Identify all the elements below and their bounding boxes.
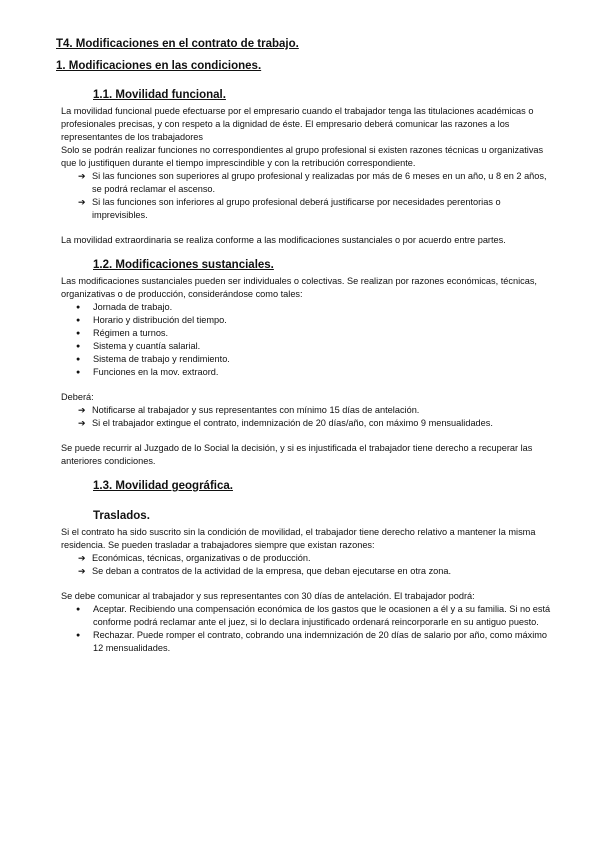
list-item: ➔ Económicas, técnicas, organizativas o de producción.	[78, 553, 311, 563]
arrow-icon: ➔	[78, 171, 86, 181]
arrow-list	[56, 170, 552, 222]
paragraph: Deberá:	[61, 392, 94, 402]
arrow-icon: ➔	[78, 418, 86, 428]
list-item: ● Sistema de trabajo y rendimiento.	[76, 354, 230, 364]
list-item: ● Rechazar. Puede romper el contrato, cobrando una indemnización de 20 días de salario por año, como máximo 12 mensualidades.	[76, 630, 548, 653]
paragraph: Se puede recurrir al Juzgado de lo Social la decisión, y si es injustificada el trabajador tiene derecho a recuperar las anteriores condiciones.	[61, 443, 533, 466]
subsection-heading-sustanciales: 1.2. Modificaciones sustanciales.	[93, 259, 274, 271]
list-item: ● Aceptar. Recibiendo una compensación económica de los gastos que le ocasionen a él y a su familia. Si no está conforme podrá reclamar ante el juez, si lo declara injustificado ordenará reincorporarle en su antiguo puesto.	[76, 604, 551, 627]
paragraph: Las modificaciones sustanciales pueden ser individuales o colectivas. Se realizan por razones económicas, técnicas, organizativas o de producción, considerándose como tales:	[61, 276, 537, 299]
bullet-icon: ●	[76, 304, 81, 311]
list-item: ➔ Notificarse al trabajador y sus representantes con mínimo 15 días de antelación.	[78, 405, 420, 415]
list-item: ➔ Si el trabajador extingue el contrato, indemnización de 20 días/año, con máximo 9 mensualidades.	[78, 418, 493, 428]
bullet-icon: ●	[76, 330, 81, 337]
list-item: ● Funciones en la mov. extraord.	[76, 367, 219, 377]
list-item: ➔ Si las funciones son superiores al grupo profesional y realizadas por más de 6 meses en un año, u 8 en 2 años, se podrá reclamar el ascenso.	[78, 171, 547, 194]
bullet-icon: ●	[76, 606, 81, 613]
bullet-list	[56, 603, 552, 655]
list-item: ➔ Si las funciones son inferiores al grupo profesional deberá justificarse por necesidades perentorias o imprevisibles.	[78, 197, 501, 220]
subsection-heading-geografica: 1.3. Movilidad geográfica.	[93, 480, 233, 492]
bullet-icon: ●	[76, 343, 81, 350]
section-heading: 1. Modificaciones en las condiciones.	[56, 60, 262, 72]
bullet-icon: ●	[76, 317, 81, 324]
document-title: T4. Modificaciones en el contrato de trabajo.	[56, 38, 299, 50]
paragraph: Si el contrato ha sido suscrito sin la condición de movilidad, el trabajador tiene derecho relativo a mantener la misma residencia. Se pueden trasladar a trabajadores siempre que existan razones:	[61, 527, 536, 550]
list-item: ➔ Se deban a contratos de la actividad de la empresa, que deban ejecutarse en otra zona.	[78, 566, 452, 576]
bullet-list	[56, 301, 552, 379]
paragraph: La movilidad funcional puede efectuarse por el empresario cuando el trabajador tenga las titulaciones académicas o profesionales precisas, y con respeto a la dignidad de éste. El empresario deberá comunicar las razones a los representantes de los trabajadores	[61, 106, 534, 142]
arrow-list	[56, 404, 552, 430]
subsection-heading-funcional: 1.1. Movilidad funcional.	[93, 89, 226, 101]
bullet-icon: ●	[76, 632, 81, 639]
arrow-icon: ➔	[78, 197, 86, 207]
document-page	[56, 38, 552, 655]
list-item: ● Sistema y cuantía salarial.	[76, 341, 201, 351]
paragraph: La movilidad extraordinaria se realiza conforme a las modificaciones sustanciales o por acuerdo entre partes.	[61, 235, 506, 245]
arrow-list	[56, 552, 552, 578]
list-item: ● Jornada de trabajo.	[76, 302, 173, 312]
bullet-icon: ●	[76, 356, 81, 363]
arrow-icon: ➔	[78, 405, 86, 415]
traslados-heading: Traslados.	[93, 510, 150, 522]
arrow-icon: ➔	[78, 553, 86, 563]
bullet-icon: ●	[76, 369, 81, 376]
arrow-icon: ➔	[78, 566, 86, 576]
paragraph: Solo se podrán realizar funciones no correspondientes al grupo profesional si existen razones técnicas u organizativas que lo justifiquen durante el tiempo imprescindible y con la retribución correspondiente.	[61, 145, 544, 168]
list-item: ● Régimen a turnos.	[76, 328, 169, 338]
paragraph: Se debe comunicar al trabajador y sus representantes con 30 días de antelación. El trabajador podrá:	[61, 591, 475, 601]
list-item: ● Horario y distribución del tiempo.	[76, 315, 227, 325]
